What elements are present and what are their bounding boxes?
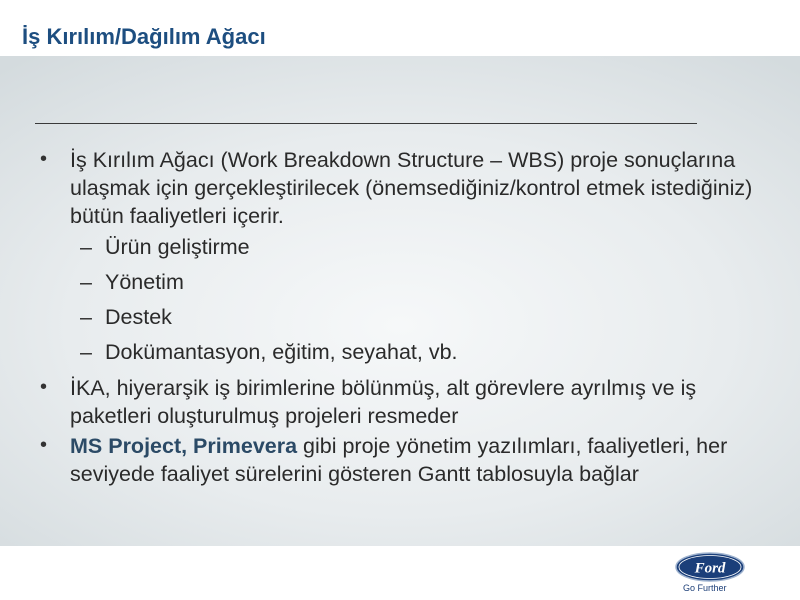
dash-icon: – [80, 270, 92, 294]
bullet-item-2 [38, 374, 768, 430]
bullet-text: İKA, hiyerarşik iş birimlerine bölünmüş, alt görevlere ayrılmış ve iş paketleri oluşturulmuş projeleri resmeder [70, 376, 697, 428]
sub-item [38, 300, 768, 335]
sub-item-text: Ürün geliştirme [105, 235, 250, 259]
bullet-bold-text: MS Project, Primevera [70, 434, 298, 458]
logo-wordmark: Ford [694, 560, 726, 577]
bullet-dot-icon: • [40, 434, 48, 456]
divider-line [35, 123, 697, 124]
dash-icon: – [80, 340, 92, 364]
sub-item-text: Dokümantasyon, eğitim, seyahat, vb. [105, 340, 458, 364]
sub-item [38, 335, 768, 370]
sub-item-text: Destek [105, 305, 172, 329]
sub-item [38, 230, 768, 265]
bullet-text: gibi proje yönetim yazılımları, faaliyetleri, her seviyede faaliyet sürelerini gösteren Gantt tablosuyla bağlar [70, 434, 728, 486]
bullet-item-3 [38, 432, 768, 488]
bullet-item-1 [38, 146, 768, 230]
bullet-dot-icon: • [40, 148, 48, 170]
bullet-list [38, 146, 768, 488]
bullet-dot-icon: • [40, 376, 48, 398]
bullet-text: İş Kırılım Ağacı (Work Breakdown Structure – WBS) proje sonuçlarına ulaşmak için gerçekleştirilecek (önemsediğiniz/kontrol etmek istediğiniz) bütün faaliyetleri içerir. [70, 148, 753, 228]
title-bar [0, 0, 800, 56]
dash-icon: – [80, 235, 92, 259]
sub-item [38, 265, 768, 300]
logo-tagline: Go Further [683, 583, 727, 593]
dash-icon: – [80, 305, 92, 329]
sub-item-text: Yönetim [105, 270, 184, 294]
slide-title: İş Kırılım/Dağılım Ağacı [22, 24, 266, 49]
